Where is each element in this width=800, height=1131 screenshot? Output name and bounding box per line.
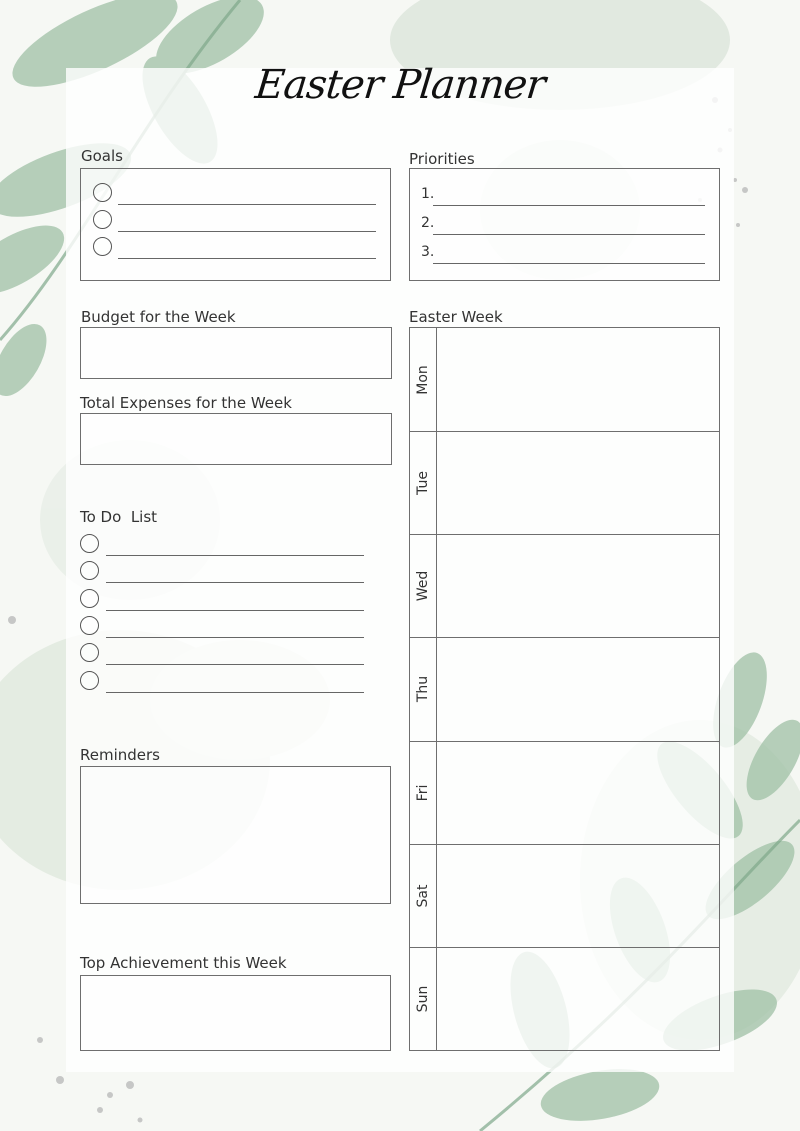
todo-line[interactable] bbox=[106, 664, 364, 665]
day-name: Sun bbox=[415, 985, 431, 1013]
day-name: Tue bbox=[415, 471, 431, 496]
goal-line[interactable] bbox=[118, 204, 376, 205]
easter-week-table bbox=[409, 327, 720, 1051]
priorities-label: Priorities bbox=[409, 150, 475, 168]
day-row-sun[interactable] bbox=[410, 947, 719, 1050]
day-row-wed[interactable] bbox=[410, 534, 719, 637]
day-label-column bbox=[410, 432, 437, 534]
day-name: Sat bbox=[415, 884, 431, 908]
todo-line[interactable] bbox=[106, 555, 364, 556]
easter-week-label: Easter Week bbox=[409, 308, 503, 326]
goals-box bbox=[80, 168, 391, 281]
day-name: Thu bbox=[415, 676, 431, 703]
todo-line[interactable] bbox=[106, 610, 364, 611]
day-row-fri[interactable] bbox=[410, 741, 719, 844]
todo-checkbox[interactable] bbox=[80, 589, 99, 608]
goal-line[interactable] bbox=[118, 231, 376, 232]
budget-input-box[interactable] bbox=[80, 327, 392, 379]
priority-line[interactable] bbox=[433, 263, 705, 264]
day-label-column bbox=[410, 742, 437, 844]
priority-number: 3. bbox=[421, 244, 435, 260]
day-row-mon[interactable] bbox=[410, 328, 719, 431]
day-row-thu[interactable] bbox=[410, 637, 719, 740]
day-row-sat[interactable] bbox=[410, 844, 719, 947]
todo-checkbox[interactable] bbox=[80, 616, 99, 635]
todo-label: To Do List bbox=[80, 508, 158, 526]
day-label-column bbox=[410, 845, 437, 947]
goal-checkbox[interactable] bbox=[93, 183, 112, 202]
todo-line[interactable] bbox=[106, 582, 364, 583]
todo-line[interactable] bbox=[106, 637, 364, 638]
todo-checkbox[interactable] bbox=[80, 671, 99, 690]
achievement-label: Top Achievement this Week bbox=[80, 954, 287, 972]
priority-number: 2. bbox=[421, 215, 435, 231]
goals-label: Goals bbox=[81, 147, 123, 165]
day-name: Mon bbox=[415, 364, 431, 395]
goal-checkbox[interactable] bbox=[93, 237, 112, 256]
goal-checkbox[interactable] bbox=[93, 210, 112, 229]
goal-line[interactable] bbox=[118, 258, 376, 259]
page-title: Easter Planner bbox=[253, 62, 547, 108]
day-label-column bbox=[410, 638, 437, 740]
budget-label: Budget for the Week bbox=[81, 308, 236, 326]
priorities-box bbox=[409, 168, 720, 281]
reminders-label: Reminders bbox=[80, 746, 160, 764]
day-name: Fri bbox=[415, 784, 431, 801]
achievement-box[interactable] bbox=[80, 975, 391, 1051]
day-name: Wed bbox=[415, 571, 431, 602]
day-row-tue[interactable] bbox=[410, 431, 719, 534]
priority-number: 1. bbox=[421, 186, 435, 202]
todo-checkbox[interactable] bbox=[80, 534, 99, 553]
day-label-column bbox=[410, 328, 437, 431]
day-label-column bbox=[410, 948, 437, 1050]
expenses-label: Total Expenses for the Week bbox=[80, 394, 292, 412]
expenses-input-box[interactable] bbox=[80, 413, 392, 465]
day-label-column bbox=[410, 535, 437, 637]
todo-line[interactable] bbox=[106, 692, 364, 693]
priority-line[interactable] bbox=[433, 234, 705, 235]
reminders-box[interactable] bbox=[80, 766, 391, 904]
priority-line[interactable] bbox=[433, 205, 705, 206]
